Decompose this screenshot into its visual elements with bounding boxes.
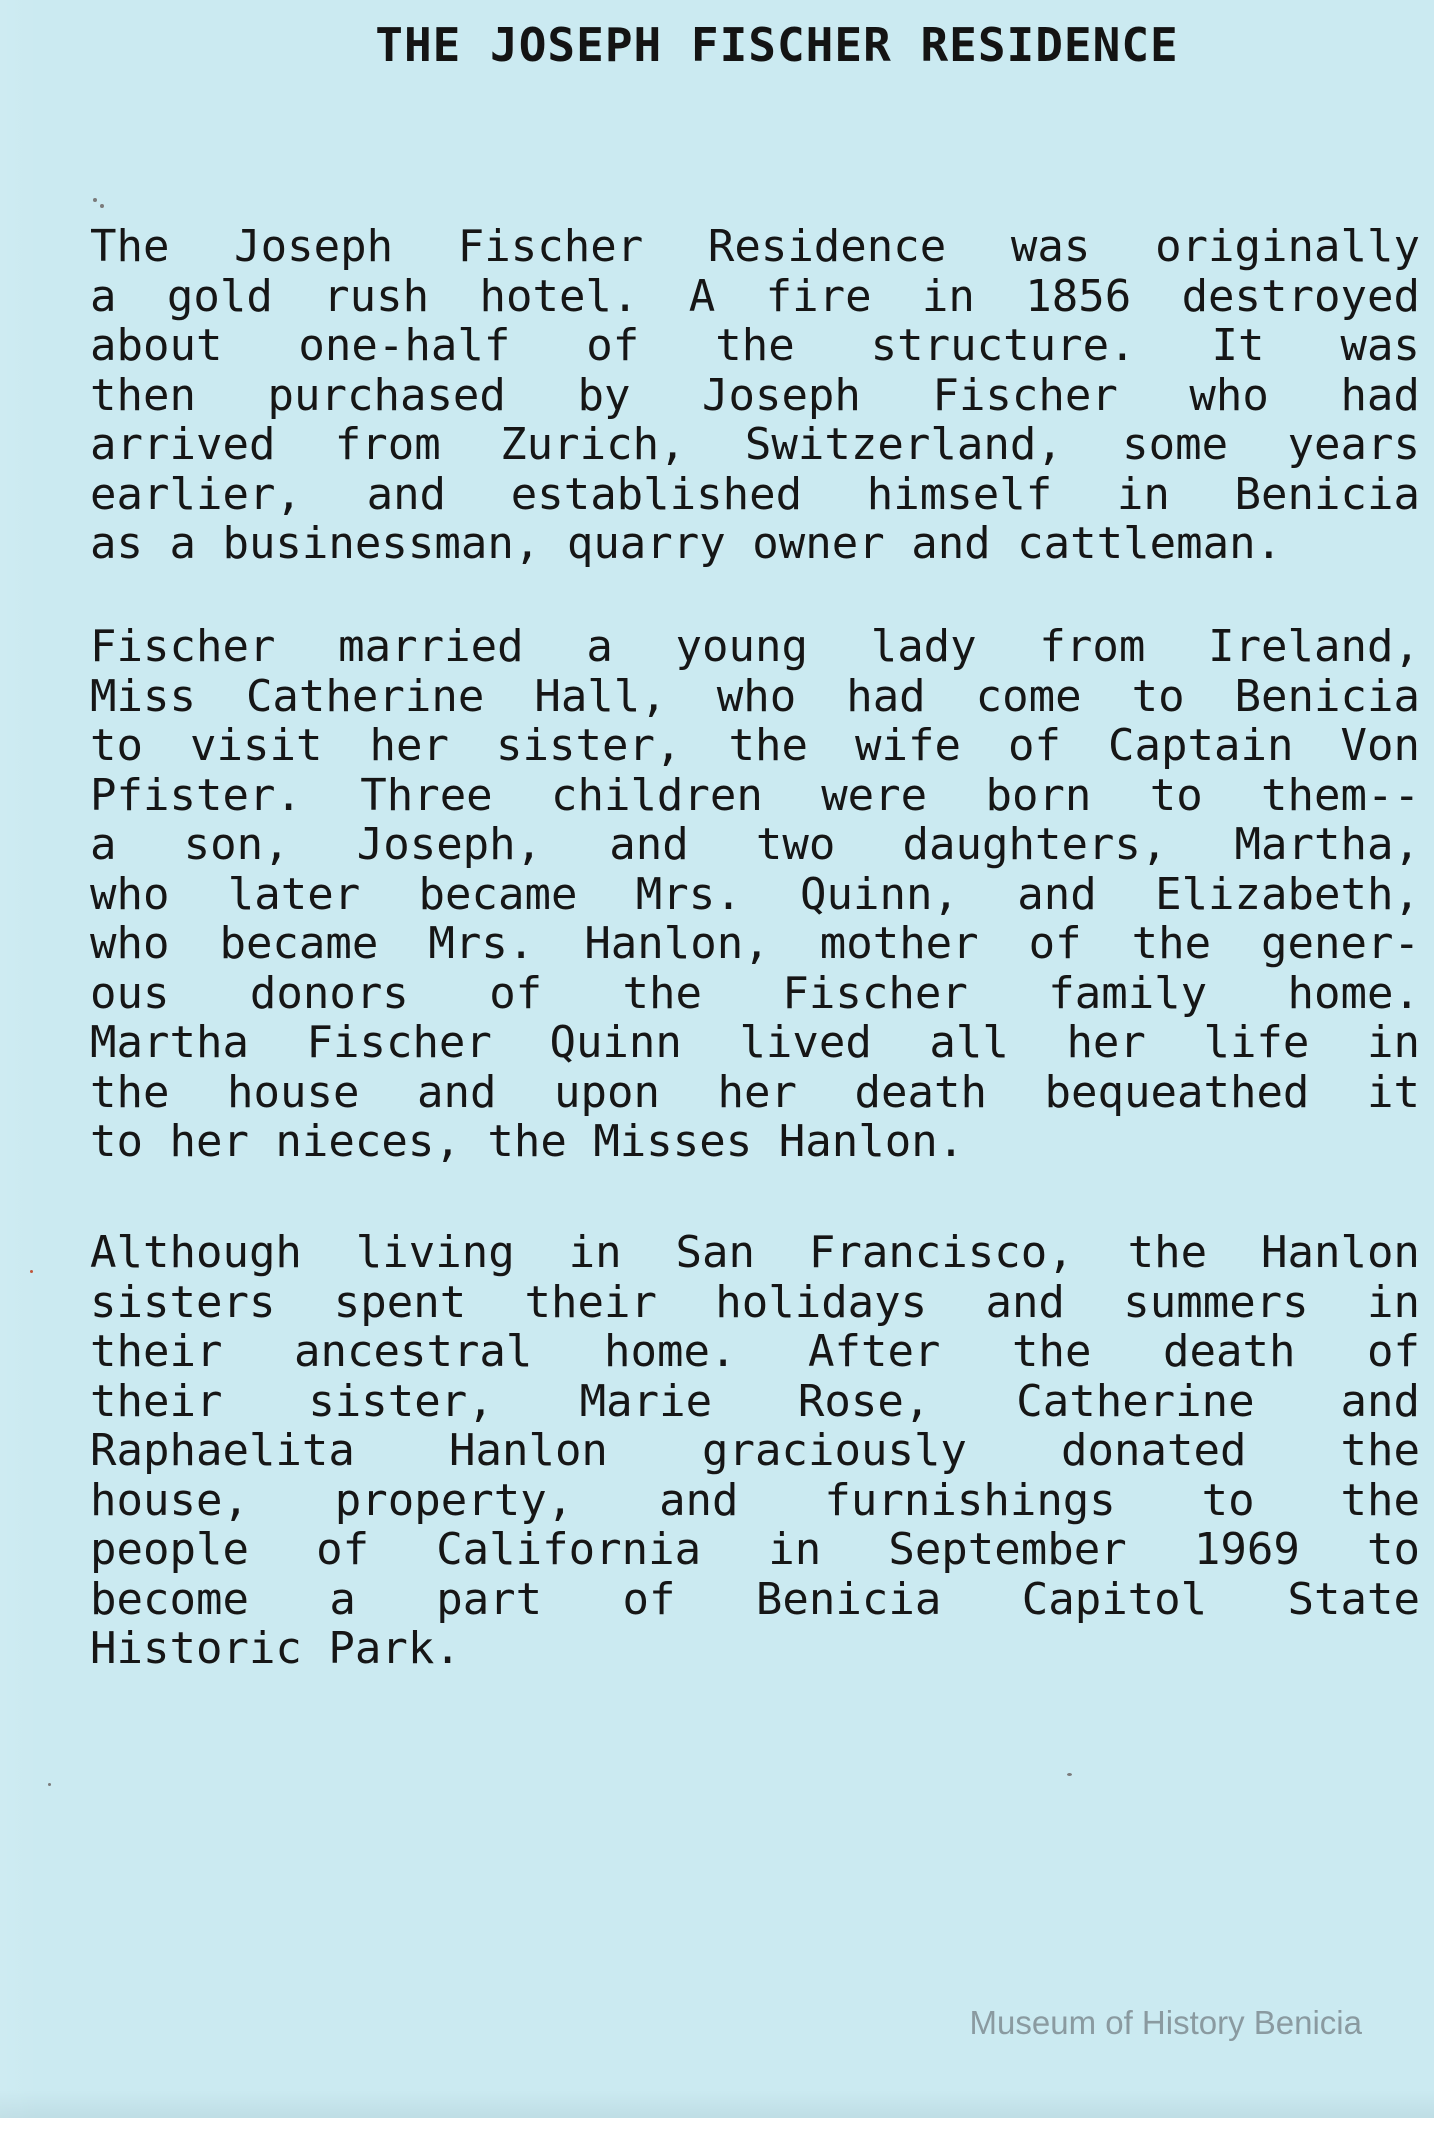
word: come <box>975 670 1082 722</box>
word: life <box>1203 1017 1310 1068</box>
word: furnishings <box>824 1474 1116 1526</box>
word: Catherine <box>245 670 485 722</box>
word: in <box>568 1227 622 1278</box>
word: the <box>1011 1326 1092 1377</box>
word: property, <box>334 1474 574 1526</box>
word: one-half <box>298 320 511 371</box>
text-line <box>90 1278 1420 1328</box>
word: to <box>1201 1474 1255 1526</box>
paragraph-1 <box>90 222 1420 569</box>
text-line <box>90 1377 1420 1427</box>
word: a <box>90 819 117 870</box>
word: Raphaelita <box>90 1425 355 1476</box>
word: Fischer <box>90 621 276 672</box>
word: her <box>1066 1017 1146 1068</box>
text-line <box>90 969 1420 1019</box>
text-line <box>90 1476 1420 1526</box>
word: had <box>1340 369 1420 421</box>
text-line: Historic Park. <box>90 1623 461 1674</box>
text-line: as a businessman, quarry owner and cattleman. <box>90 518 1283 569</box>
word: sisters <box>90 1276 276 1328</box>
word: State <box>1287 1573 1420 1625</box>
word: home. <box>1287 967 1420 1019</box>
word: their <box>90 1326 223 1377</box>
word: Hanlon, <box>584 918 770 969</box>
word: Benicia <box>1234 468 1420 520</box>
word: young <box>675 621 808 672</box>
word: destroyed <box>1181 270 1420 322</box>
word: in <box>921 270 975 322</box>
word: After <box>807 1326 941 1377</box>
word: bequeathed <box>1044 1066 1310 1118</box>
word: Hall, <box>534 670 667 722</box>
word: by <box>577 369 631 421</box>
word: Three <box>360 769 493 821</box>
word: Joseph, <box>356 819 543 870</box>
word: later <box>227 868 361 920</box>
word: Mrs. <box>635 868 742 920</box>
word: of <box>1028 918 1082 969</box>
word: Captain <box>1108 720 1294 771</box>
word: himself <box>866 468 1053 520</box>
word: Rose, <box>797 1375 931 1427</box>
word: Switzerland, <box>744 419 1063 470</box>
word: her <box>369 720 449 771</box>
word: had <box>846 670 926 722</box>
word: of <box>1008 720 1061 771</box>
word: Martha, <box>1234 819 1420 870</box>
word: Joseph <box>234 221 394 272</box>
word: ancestral <box>294 1326 533 1377</box>
word: and <box>659 1474 739 1526</box>
word: Benicia <box>755 1573 942 1625</box>
word: Benicia <box>1234 670 1420 722</box>
word: of <box>1367 1326 1420 1377</box>
word: to <box>1149 769 1203 821</box>
word: of <box>586 320 640 371</box>
word: and <box>1340 1375 1420 1427</box>
word: house <box>227 1066 360 1118</box>
word: Capitol <box>1021 1573 1208 1625</box>
word: gold <box>166 270 273 322</box>
word: the <box>90 1066 170 1118</box>
word: of <box>489 967 543 1019</box>
word: son, <box>183 819 290 870</box>
word: upon <box>554 1066 660 1118</box>
text-line <box>90 820 1420 870</box>
text-line <box>90 1525 1420 1575</box>
word: and <box>985 1276 1065 1328</box>
word: wife <box>855 720 961 771</box>
word: Zurich, <box>500 419 686 470</box>
word: Martha <box>90 1017 249 1068</box>
word: arrived <box>90 419 276 470</box>
word: Residence <box>707 221 947 272</box>
paragraph-2 <box>90 622 1420 1167</box>
word: lady <box>870 621 977 672</box>
paper-speck <box>48 1783 51 1786</box>
word: from <box>334 419 441 470</box>
word: September <box>888 1524 1127 1575</box>
word: sister, <box>496 720 682 771</box>
word: and <box>366 468 447 520</box>
text-line <box>90 222 1420 272</box>
paper-speck <box>1067 1773 1072 1776</box>
text-line <box>90 420 1420 470</box>
word: It <box>1211 320 1265 371</box>
word: become <box>90 1573 249 1625</box>
text-line <box>90 470 1420 520</box>
word: mother <box>819 918 979 969</box>
word: her <box>717 1066 797 1118</box>
word: Elizabeth, <box>1155 868 1420 920</box>
paper-speck <box>93 198 97 202</box>
word: the <box>715 320 795 371</box>
text-line <box>90 1575 1420 1625</box>
word: 1969 <box>1193 1524 1300 1575</box>
word: became <box>418 868 578 920</box>
word: from <box>1039 621 1146 672</box>
word: summers <box>1123 1276 1309 1328</box>
word: Ireland, <box>1208 621 1420 672</box>
text-line <box>90 1068 1420 1118</box>
word: in <box>1366 1276 1420 1328</box>
paper-speck <box>100 204 104 208</box>
word: to <box>1366 1524 1420 1575</box>
word: home. <box>603 1326 737 1377</box>
word: Hanlon <box>1260 1227 1420 1278</box>
word: a <box>90 270 117 322</box>
word: were <box>821 769 928 821</box>
word: and <box>609 819 689 870</box>
word: Quinn <box>549 1017 682 1068</box>
word: 1856 <box>1025 270 1132 322</box>
word: was <box>1340 320 1420 371</box>
word: holidays <box>715 1276 928 1328</box>
word: The <box>90 221 170 272</box>
word: Pfister. <box>90 769 302 821</box>
word: two <box>755 819 836 870</box>
text-line <box>90 1018 1420 1068</box>
word: established <box>510 468 803 520</box>
word: Hanlon <box>448 1425 608 1476</box>
text-line <box>90 771 1420 821</box>
word: Fischer <box>782 967 968 1019</box>
word: A <box>688 270 716 322</box>
word: became <box>219 918 379 969</box>
word: in <box>1116 468 1170 520</box>
word: daughters, <box>902 819 1168 870</box>
word: was <box>1010 221 1091 272</box>
word: of <box>622 1573 676 1625</box>
word: house, <box>90 1474 249 1526</box>
word: living <box>355 1227 515 1278</box>
word: Francisco, <box>808 1227 1074 1278</box>
word: a <box>586 621 613 672</box>
word: about <box>90 320 223 371</box>
text-line <box>90 721 1420 771</box>
paper-speck <box>30 1270 33 1273</box>
word: their <box>90 1375 223 1427</box>
word: Fischer <box>457 221 644 272</box>
word: donors <box>249 967 409 1019</box>
word: who <box>1189 369 1269 421</box>
word: in <box>768 1524 822 1575</box>
document-title: THE JOSEPH FISCHER RESIDENCE <box>375 18 1179 72</box>
word: who <box>716 670 797 722</box>
word: the <box>1340 1474 1420 1526</box>
word: to <box>1131 670 1185 722</box>
word: them-- <box>1261 769 1420 821</box>
word: lived <box>739 1017 872 1068</box>
word: the <box>1131 918 1212 969</box>
word: hotel. <box>479 270 639 322</box>
word: structure. <box>870 320 1136 371</box>
word: Although <box>90 1227 302 1278</box>
word: rush <box>323 270 430 322</box>
word: of <box>316 1524 370 1575</box>
word: it <box>1366 1066 1420 1118</box>
word: sister, <box>308 1375 494 1427</box>
word: Miss <box>90 670 196 722</box>
word: the <box>622 967 703 1019</box>
text-line <box>90 321 1420 371</box>
text-line: to her nieces, the Misses Hanlon. <box>90 1116 965 1167</box>
word: donated <box>1061 1425 1247 1476</box>
word: in <box>1366 1017 1420 1068</box>
text-line <box>90 870 1420 920</box>
word: Von <box>1340 720 1420 771</box>
word: ous <box>90 967 170 1019</box>
word: San <box>675 1227 755 1278</box>
word: the <box>728 720 808 771</box>
text-line <box>90 622 1420 672</box>
word: their <box>524 1276 657 1328</box>
word: then <box>90 369 196 421</box>
text-line <box>90 1228 1420 1278</box>
word: and <box>1017 868 1097 920</box>
word: Joseph <box>701 369 861 421</box>
word: California <box>436 1524 702 1575</box>
word: part <box>436 1573 543 1625</box>
word: Quinn, <box>800 868 959 920</box>
word: the <box>1340 1425 1420 1476</box>
word: death <box>854 1066 987 1118</box>
word: some <box>1122 419 1229 470</box>
text-line <box>90 672 1420 722</box>
word: and <box>417 1066 497 1118</box>
word: fire <box>765 270 872 322</box>
word: to <box>90 720 143 771</box>
word: married <box>338 621 524 672</box>
text-line <box>90 1327 1420 1377</box>
text-line <box>90 919 1420 969</box>
paragraph-3 <box>90 1228 1420 1674</box>
word: who <box>90 918 170 969</box>
word: born <box>985 769 1092 821</box>
word: purchased <box>267 369 506 421</box>
text-line <box>90 371 1420 421</box>
museum-watermark: Museum of History Benicia <box>969 2004 1362 2041</box>
word: Mrs. <box>428 918 535 969</box>
word: visit <box>190 720 323 771</box>
word: Fischer <box>932 369 1118 421</box>
word: originally <box>1155 221 1420 272</box>
word: death <box>1163 1326 1296 1377</box>
word: children <box>550 769 763 821</box>
text-line <box>90 272 1420 322</box>
word: gener- <box>1261 918 1420 969</box>
word: who <box>90 868 170 920</box>
word: years <box>1287 419 1420 470</box>
word: Fischer <box>306 1017 492 1068</box>
word: Catherine <box>1016 1375 1255 1427</box>
word: all <box>929 1017 1009 1068</box>
word: Marie <box>579 1375 713 1427</box>
word: people <box>90 1524 249 1575</box>
word: the <box>1127 1227 1208 1278</box>
word: family <box>1048 967 1208 1019</box>
text-line <box>90 1426 1420 1476</box>
word: a <box>329 1573 356 1625</box>
word: earlier, <box>90 468 302 520</box>
word: graciously <box>702 1425 967 1476</box>
word: spent <box>333 1276 467 1328</box>
